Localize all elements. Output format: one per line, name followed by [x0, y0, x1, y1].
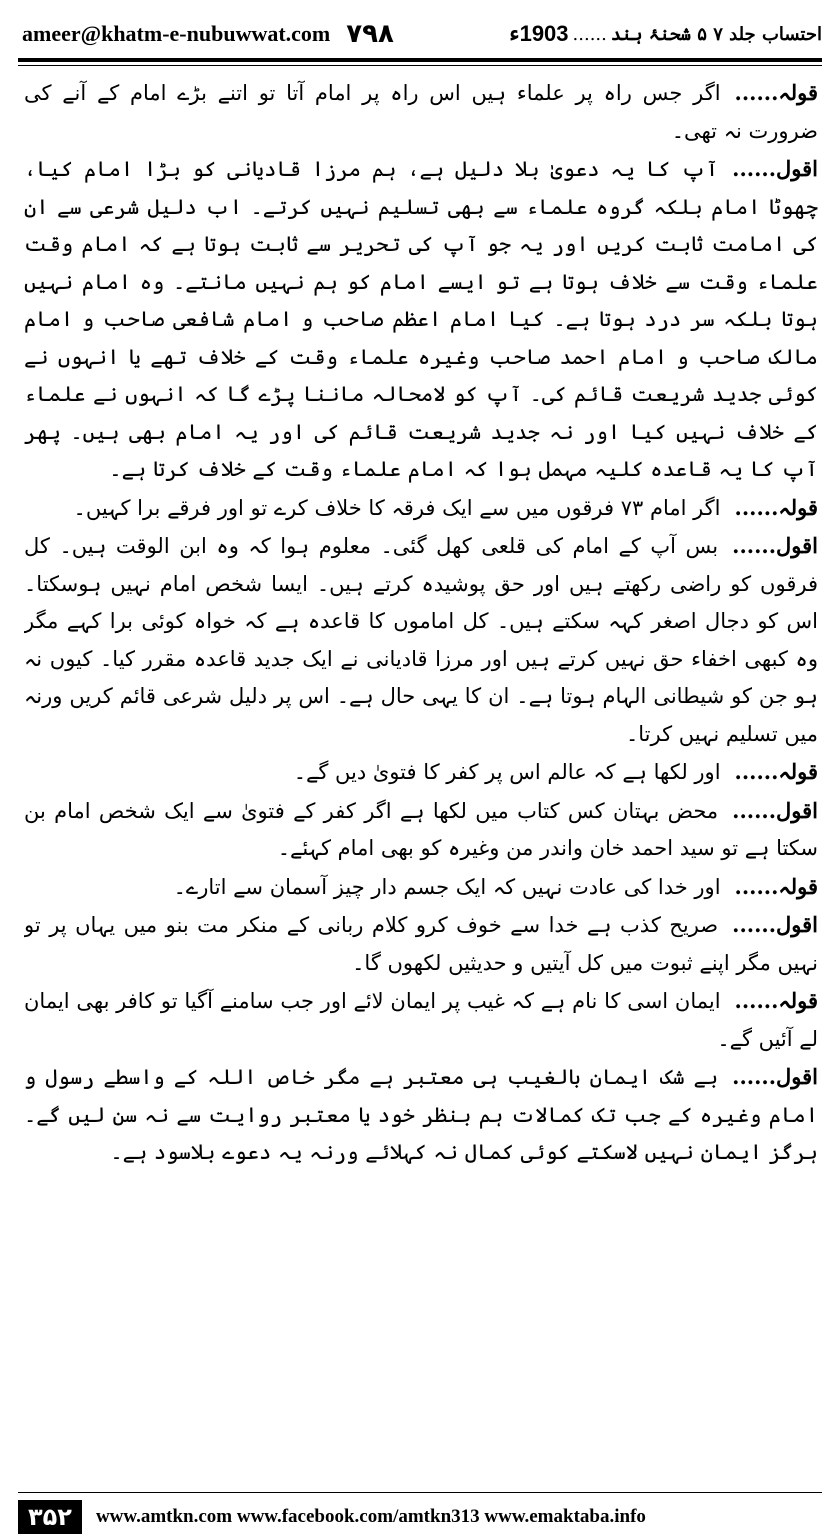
paragraph-text: ایمان اسی کا نام ہے کہ غیب پر ایمان لائے اور جب سامنے آگیا تو کافر بھی ایمان لے آئیں گے۔	[24, 989, 818, 1051]
header-right	[509, 21, 822, 47]
paragraph-text: اور لکھا ہے کہ عالم اس پر کفر کا فتویٰ دیں گے۔	[293, 760, 721, 784]
speaker-label: قولہ......	[734, 988, 818, 1013]
paragraph	[24, 489, 818, 528]
paragraph	[24, 1058, 818, 1172]
speaker-label: اقول......	[732, 797, 818, 823]
header-dots: ......	[572, 23, 607, 45]
speaker-label: قولہ......	[734, 494, 818, 520]
speaker-label: قولہ......	[734, 80, 818, 105]
speaker-label: اقول......	[732, 912, 818, 937]
speaker-label: قولہ......	[734, 759, 818, 784]
paragraph	[24, 150, 818, 489]
paragraph	[24, 906, 818, 982]
speaker-label: اقول......	[732, 533, 818, 558]
paragraph-text: اگر جس راہ پر علماء ہیں اس راہ پر امام آتا تو اتنے بڑے امام کے آنے کی ضرورت نہ تھی۔	[24, 81, 818, 143]
page-header	[22, 14, 822, 54]
paragraph-text: اور خدا کی عادت نہیں کہ ایک جسم دار چیز آسمان سے اتارے۔	[173, 874, 721, 899]
speaker-label: قولہ......	[734, 873, 818, 899]
paragraph-text: محض بہتان کس کتاب میں لکھا ہے اگر کفر کے فتویٰ سے ایک شخص امام بن سکتا ہے تو سید احمد خان واندر من وغیرہ کو بھی امام کہئے۔	[24, 798, 818, 860]
header-volume-title: احتساب جلد ۷ ۵ شحنۂ ہند	[610, 23, 822, 45]
header-year: 1903ء	[509, 21, 569, 46]
paragraph-text: آپ کا یہ دعویٰ بلا دلیل ہے، ہم مرزا قادیانی کو بڑا امام کیا، چھوٹا امام بلکہ گروہ علماء سے بھی تسلیم نہیں کرتے۔ اب دلیل شرعی سے ان کی امامت ثابت کریں اور یہ جو آپ کی تحریر سے ثابت ہوتا ہے کہ امام وقت علماء وقت سے خلاف ہوتا ہے تو ایسے امام کو ہم نہیں مانتے۔ وہ امام نہیں ہوتا بلکہ سر درد ہوتا ہے۔ کیا امام اعظم صاحب و امام شافعی صاحب و امام مالک صاحب و امام احمد صاحب وغیرہ علماء وقت کے خلاف تھے یا انہوں نے کوئی جدید شریعت قائم کی۔ آپ کو لامحالہ ماننا پڑے گا کہ انہوں نے علماء کے خلاف نہیں کیا اور نہ جدید شریعت قائم کی اور یہ امام بھی ہیں۔ پھر آپ کا یہ قاعدہ کلیہ مہمل ہوا کہ امام علماء وقت کے خلاف کرتا ہے۔	[24, 157, 818, 481]
paragraph-text: بس آپ کے امام کی قلعی کھل گئی۔ معلوم ہوا کہ وہ ابن الوقت ہیں۔ کل فرقوں کو راضی رکھتے ہیں اور حق پوشیدہ کرتے ہیں۔ ایسا شخص امام نہیں ہوسکتا۔ اس کو دجال اصغر کہہ سکتے ہیں۔ کل اماموں کا قاعدہ ہے کہ خواہ کوئی برا کہے مگر وہ کبھی اخفاء حق نہیں کرتے ہیں اور مرزا قادیانی نے ایک جدید قاعدہ مقرر کیا۔ کیوں نہ ہو جن کو شیطانی الہام ہوتا ہے۔ ان کا یہی حال ہے۔ اس پر دلیل شرعی قائم کریں ورنہ میں تسلیم نہیں کرتا۔	[24, 534, 818, 746]
footer-page-box: ۳۵۲	[18, 1500, 82, 1534]
paragraph-text: صریح کذب ہے خدا سے خوف کرو کلام ربانی کے منکر مت بنو میں یہاں پر تو نہیں مگر اپنے ثبوت میں کل آیتیں و حدیثیں لکھوں گا۔	[24, 913, 818, 975]
paragraph	[24, 753, 818, 792]
paragraph	[24, 527, 818, 753]
paragraph	[24, 74, 818, 150]
header-rule	[18, 58, 822, 66]
paragraph-text: اگر امام ۷۳ فرقوں میں سے ایک فرقہ کا خلاف کرے تو اور فرقے برا کہیں۔	[73, 495, 721, 520]
page-content	[24, 74, 818, 1436]
footer-links[interactable]: www.amtkn.com www.facebook.com/amtkn313 www.emaktaba.info	[95, 1506, 646, 1527]
header-email[interactable]: ameer@khatm-e-nubuwwat.com	[22, 21, 331, 46]
speaker-label: اقول......	[732, 1064, 818, 1089]
header-page-number: ۷۹۸	[346, 19, 394, 49]
speaker-label: اقول......	[732, 156, 818, 181]
header-left	[22, 19, 394, 49]
page-footer	[18, 1500, 822, 1534]
paragraph	[24, 792, 818, 868]
paragraph-text: بے شک ایمان بالغیب ہی معتبر ہے مگر خاص اللہ کے واسطے رسول و امام وغیرہ کے جب تک کمالات ہم بنظر خود یا معتبر روایت سے نہ سن لیں گے۔ ہرگز ایمان نہیں لاسکتے کوئی کمال نہ کہلائے ورنہ یہ دعوے بلاسود ہے۔	[24, 1065, 818, 1164]
footer-rule	[18, 1492, 822, 1493]
paragraph	[24, 868, 818, 907]
paragraph	[24, 982, 818, 1058]
